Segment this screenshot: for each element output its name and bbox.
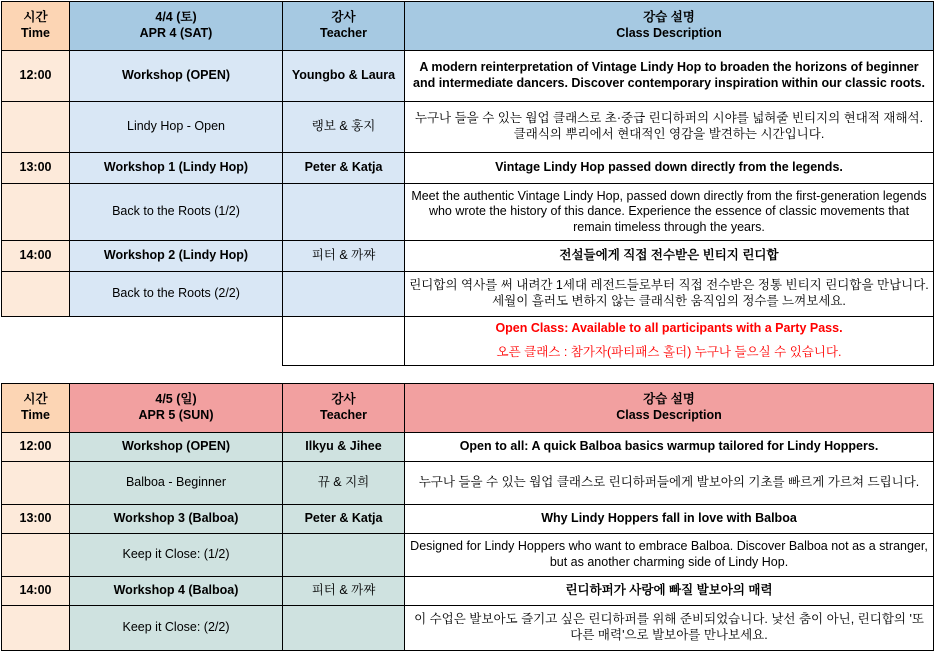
table-row bbox=[2, 102, 934, 153]
header-teacher-en: Teacher bbox=[319, 26, 367, 40]
teacher-blank bbox=[283, 272, 405, 317]
header-date-cell-sunday bbox=[70, 384, 283, 433]
section-spacer bbox=[2, 366, 934, 383]
time-cell-blank bbox=[2, 462, 70, 505]
time-cell-blank bbox=[2, 534, 70, 577]
note-spacer bbox=[2, 341, 70, 366]
class-subtitle-sun-1200: Balboa - Beginner bbox=[70, 462, 283, 505]
teacher-sat-1400: 피터 & 까쨔 bbox=[283, 241, 405, 272]
table-row bbox=[2, 51, 934, 102]
header-description-cell bbox=[405, 2, 934, 51]
time-cell-sat-1400: 14:00 bbox=[2, 241, 70, 272]
class-title-sun-1400: Workshop 4 (Balboa) bbox=[70, 577, 283, 606]
table-row bbox=[2, 606, 934, 651]
table-row bbox=[2, 462, 934, 505]
header-date-en: APR 5 (SUN) bbox=[138, 408, 214, 422]
header-time-ko: 시간 bbox=[23, 10, 48, 25]
table-row bbox=[2, 505, 934, 534]
time-cell-sun-1400: 14:00 bbox=[2, 577, 70, 606]
sunday-schedule-table bbox=[1, 383, 934, 651]
saturday-header-row bbox=[2, 2, 934, 51]
description-en-sat-1300: Meet the authentic Vintage Lindy Hop, passed down directly from the first-generation legends who wrote the history of this dance. Experience the essence of classic movements that remain timeless through the years. bbox=[405, 184, 934, 241]
class-subtitle-sat-1200: Lindy Hop - Open bbox=[70, 102, 283, 153]
description-ko-sun-1200: 누구나 들을 수 있는 웜업 클래스로 린디하퍼들에게 발보아의 기초를 빠르게 가르쳐 드립니다. bbox=[405, 462, 934, 505]
header-time-cell bbox=[2, 2, 70, 51]
header-teacher-cell bbox=[283, 384, 405, 433]
class-subtitle-sat-1300: Back to the Roots (1/2) bbox=[70, 184, 283, 241]
open-class-note-row-ko bbox=[2, 341, 934, 366]
table-row bbox=[2, 272, 934, 317]
description-head-sun-1300: Why Lindy Hoppers fall in love with Balboa bbox=[405, 505, 934, 534]
description-head-sat-1300: Vintage Lindy Hop passed down directly from the legends. bbox=[405, 153, 934, 184]
note-spacer-cell bbox=[283, 317, 405, 342]
schedule-sheet bbox=[0, 1, 934, 642]
time-cell-blank bbox=[2, 102, 70, 153]
sunday-header-row bbox=[2, 384, 934, 433]
header-description-en: Class Description bbox=[616, 26, 722, 40]
header-description-ko: 강습 설명 bbox=[643, 10, 695, 25]
section-spacer-cell bbox=[2, 366, 934, 383]
header-time-en: Time bbox=[21, 408, 50, 422]
note-spacer bbox=[2, 317, 70, 342]
teacher-sun-1200: Ilkyu & Jihee bbox=[283, 433, 405, 462]
teacher-sun-1400: 피터 & 까쨔 bbox=[283, 577, 405, 606]
table-row bbox=[2, 241, 934, 272]
time-cell-sun-1300: 13:00 bbox=[2, 505, 70, 534]
description-head-sat-1400: 전설들에게 직접 전수받은 빈티지 린디합 bbox=[405, 241, 934, 272]
description-head-sun-1400: 린디하퍼가 사랑에 빠질 발보아의 매력 bbox=[405, 577, 934, 606]
description-ko-sun-1400: 이 수업은 발보아도 즐기고 싶은 린디하퍼를 위해 준비되었습니다. 낯선 춤이 아닌, 린디합의 '또 다른 매력'으로 발보아를 만나보세요. bbox=[405, 606, 934, 651]
class-subtitle-sun-1400: Keep it Close: (2/2) bbox=[70, 606, 283, 651]
time-cell-blank bbox=[2, 272, 70, 317]
time-cell-sun-1200: 12:00 bbox=[2, 433, 70, 462]
header-description-ko: 강습 설명 bbox=[643, 392, 695, 407]
header-teacher-ko: 강사 bbox=[331, 392, 356, 407]
description-en-sun-1300: Designed for Lindy Hoppers who want to embrace Balboa. Discover Balboa not as a stranger, but as another charming side of Lindy Hop. bbox=[405, 534, 934, 577]
class-title-sat-1300: Workshop 1 (Lindy Hop) bbox=[70, 153, 283, 184]
note-spacer bbox=[70, 317, 283, 342]
teacher-blank bbox=[283, 534, 405, 577]
table-row bbox=[2, 534, 934, 577]
description-ko-sat-1200: 누구나 들을 수 있는 웜업 클래스로 초·중급 린디하퍼의 시야를 넓혀줄 빈티지의 현대적 재해석. 클래식의 뿌리에서 현대적인 영감을 발견하는 시간입니다. bbox=[405, 102, 934, 153]
header-description-cell bbox=[405, 384, 934, 433]
class-title-sun-1200: Workshop (OPEN) bbox=[70, 433, 283, 462]
header-date-en: APR 4 (SAT) bbox=[139, 26, 213, 40]
header-time-ko: 시간 bbox=[23, 392, 48, 407]
header-time-en: Time bbox=[21, 26, 50, 40]
class-title-sun-1300: Workshop 3 (Balboa) bbox=[70, 505, 283, 534]
header-date-ko: 4/5 (일) bbox=[155, 392, 197, 407]
header-date-ko: 4/4 (토) bbox=[155, 10, 197, 25]
teacher-sat-1300: Peter & Katja bbox=[283, 153, 405, 184]
open-class-note-row-en bbox=[2, 317, 934, 342]
class-title-sat-1400: Workshop 2 (Lindy Hop) bbox=[70, 241, 283, 272]
class-subtitle-sat-1400: Back to the Roots (2/2) bbox=[70, 272, 283, 317]
header-date-cell-saturday bbox=[70, 2, 283, 51]
class-title-sat-1200: Workshop (OPEN) bbox=[70, 51, 283, 102]
teacher-blank bbox=[283, 184, 405, 241]
time-cell-sat-1200: 12:00 bbox=[2, 51, 70, 102]
time-cell-blank bbox=[2, 184, 70, 241]
time-cell-blank bbox=[2, 606, 70, 651]
table-row bbox=[2, 577, 934, 606]
teacher-ko-sat-1200: 랭보 & 홍지 bbox=[283, 102, 405, 153]
description-en-sat-1200: A modern reinterpretation of Vintage Lindy Hop to broaden the horizons of beginner and intermediate dancers. Discover contemporary inspiration within our classic roots. bbox=[405, 51, 934, 102]
table-row bbox=[2, 153, 934, 184]
header-teacher-ko: 강사 bbox=[331, 10, 356, 25]
note-spacer bbox=[70, 341, 283, 366]
open-class-note-en: Open Class: Available to all participants with a Party Pass. bbox=[405, 317, 934, 342]
description-en-sun-1200: Open to all: A quick Balboa basics warmup tailored for Lindy Hoppers. bbox=[405, 433, 934, 462]
open-class-note-ko: 오픈 클래스 : 참가자(파티패스 홀더) 누구나 들으실 수 있습니다. bbox=[405, 341, 934, 366]
table-row bbox=[2, 184, 934, 241]
note-spacer-cell bbox=[283, 341, 405, 366]
teacher-ko-sun-1200: 뀨 & 지희 bbox=[283, 462, 405, 505]
table-row bbox=[2, 433, 934, 462]
class-subtitle-sun-1300: Keep it Close: (1/2) bbox=[70, 534, 283, 577]
header-teacher-cell bbox=[283, 2, 405, 51]
teacher-sun-1300: Peter & Katja bbox=[283, 505, 405, 534]
saturday-schedule-table bbox=[1, 1, 934, 382]
header-teacher-en: Teacher bbox=[319, 408, 367, 422]
description-ko-sat-1400: 린디합의 역사를 써 내려간 1세대 레전드들로부터 직접 전수받은 정통 빈티지 린디합을 만납니다. 세월이 흘러도 변하지 않는 클래식한 움직임의 정수를 느껴보세요. bbox=[405, 272, 934, 317]
header-description-en: Class Description bbox=[616, 408, 722, 422]
header-time-cell bbox=[2, 384, 70, 433]
time-cell-sat-1300: 13:00 bbox=[2, 153, 70, 184]
teacher-blank bbox=[283, 606, 405, 651]
teacher-sat-1200: Youngbo & Laura bbox=[283, 51, 405, 102]
